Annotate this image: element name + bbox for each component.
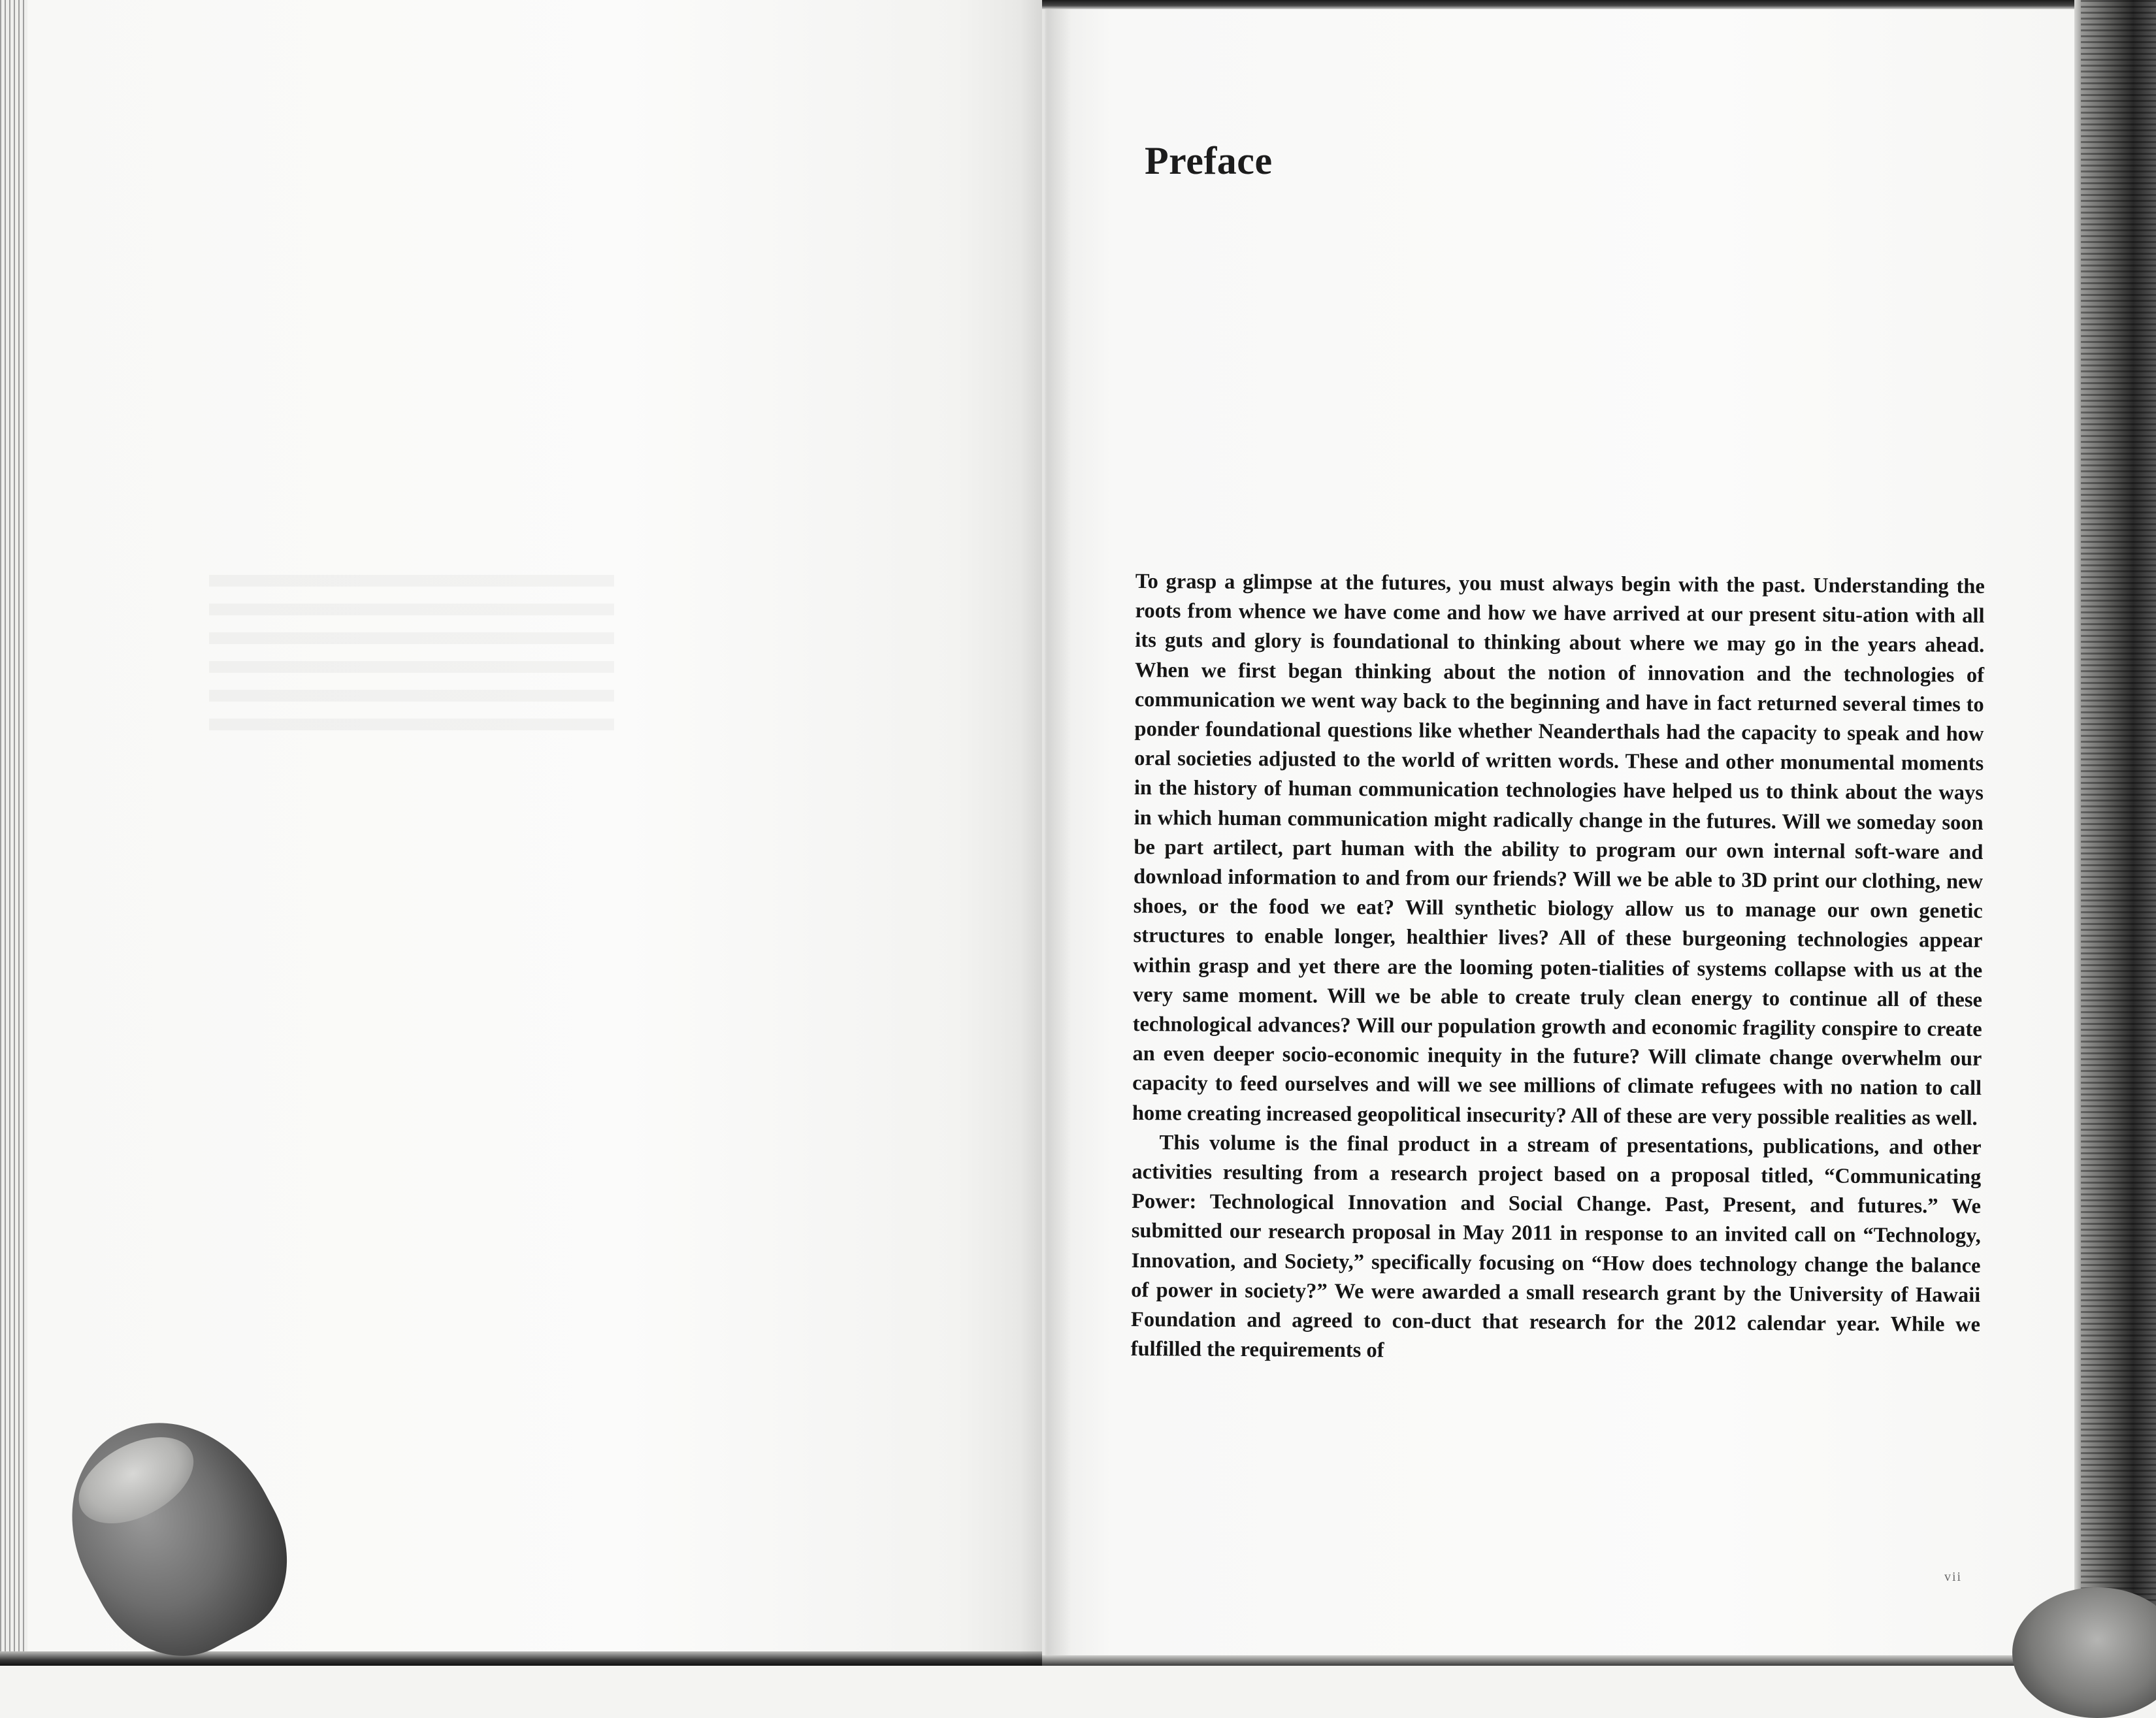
book-bottom-edge (0, 1651, 1042, 1666)
thumb-image (35, 1386, 318, 1685)
page-stack-edge (2081, 0, 2156, 1666)
left-page (0, 0, 1042, 1666)
show-through-text (209, 575, 614, 745)
book-bottom-edge-right (1042, 1655, 2156, 1666)
paragraph: To grasp a glimpse at the futures, you must always begin with the past. Understanding the roots from whence we have come and how we have arrived at our present situ-ation with all its guts and glory is foundational to thinking about where we may go in the years ahead. When we first began thinking about the notion of innovation and the technologies of communication we went way back to the beginning and have in fact returned several times to ponder foundational questions like whether Neanderthals had the capacity to speak and how oral societies adjusted to the world of written words. These and other monumental moments in the history of human communication technologies have helped us to think about the ways in which human communication might radically change in the futures. Will we someday soon be part artilect, part human with the ability to program our own internal soft-ware and download information to and from our friends? Will we be able to 3D print our clothing, new shoes, or the food we eat? Will synthetic biology allow us to manage our own genetic structures to enable longer, healthier lives? All of these burgeoning technologies appear within grasp and yet there are the looming poten-tialities of systems collapse with us at the very same moment. Will we be able to create truly clean energy to continue all of these technological advances? Will our population growth and economic fragility conspire to create an even deeper socio-economic inequity in the future? Will climate change overwhelm our capacity to feed ourselves and will we see millions of climate refugees with no nation to call home creating increased geopolitical insecurity? All of these are very possible realities as well. (1132, 569, 1985, 1130)
paragraph: This volume is the final product in a stream of presentations, publications, and other activities resulting from a research project based on a proposal titled, “Communicating Power: Technological Innovation and Social Change. Past, Present, and futures.” We submitted our research proposal in May 2011 in response to an invited call on “Technology, Innovation, and Society,” specifically focusing on “How does technology change the balance of power in society?” We were awarded a small research grant by the University of Hawaii Foundation and agreed to con-duct that research for the 2012 calendar year. While we fulfilled the requirements of (1130, 1131, 1982, 1363)
page-number: vii (1944, 1570, 1963, 1584)
left-page-edges (0, 0, 27, 1666)
chapter-title: Preface (1145, 139, 1273, 182)
cover-top-edge (1042, 0, 2156, 9)
book-gutter (1019, 0, 1071, 1666)
body-text (1131, 567, 1985, 1369)
